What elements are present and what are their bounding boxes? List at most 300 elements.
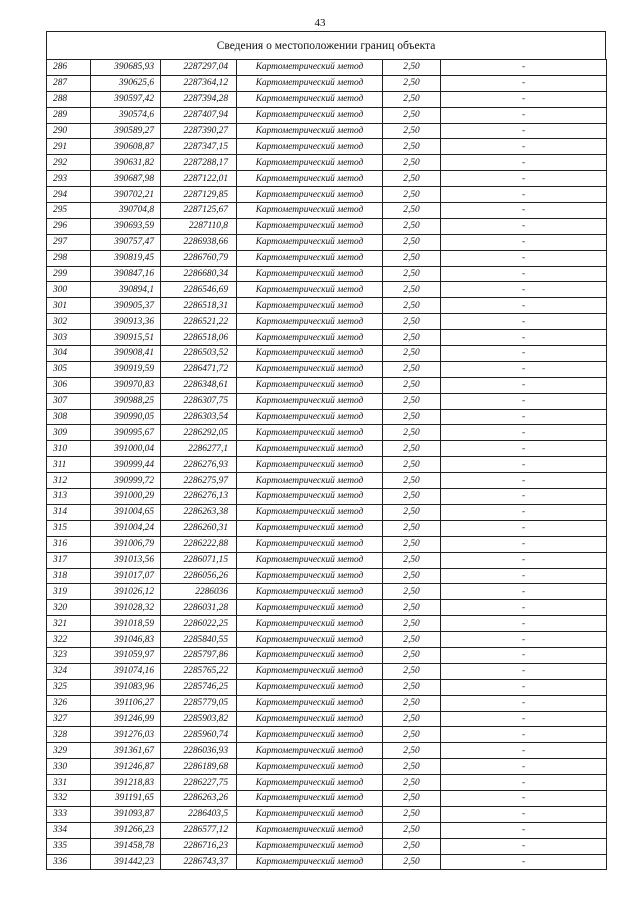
coordinate-y-cell: 2285840,55 [161, 632, 237, 648]
table-row [47, 473, 607, 489]
coordinate-x-cell: 391046,83 [91, 632, 161, 648]
determination-method-cell: Картометрический метод [237, 775, 383, 791]
coordinate-x-cell: 391074,16 [91, 663, 161, 679]
description-cell: - [441, 155, 607, 171]
accuracy-cell: 2,50 [383, 171, 441, 187]
description-cell: - [441, 663, 607, 679]
coordinate-x-cell: 390999,72 [91, 473, 161, 489]
table-row [47, 552, 607, 568]
determination-method-cell: Картометрический метод [237, 489, 383, 505]
coordinate-y-cell: 2286031,28 [161, 600, 237, 616]
determination-method-cell: Картометрический метод [237, 123, 383, 139]
coordinate-y-cell: 2286938,66 [161, 234, 237, 250]
description-cell: - [441, 536, 607, 552]
determination-method-cell: Картометрический метод [237, 806, 383, 822]
description-cell: - [441, 107, 607, 123]
coordinate-x-cell: 391191,65 [91, 790, 161, 806]
coordinate-y-cell: 2286521,22 [161, 314, 237, 330]
point-number-cell: 314 [47, 504, 91, 520]
table-row [47, 298, 607, 314]
accuracy-cell: 2,50 [383, 314, 441, 330]
table-row [47, 441, 607, 457]
point-number-cell: 330 [47, 759, 91, 775]
coordinate-x-cell: 390908,41 [91, 346, 161, 362]
point-number-cell: 295 [47, 203, 91, 219]
accuracy-cell: 2,50 [383, 441, 441, 457]
table-row [47, 187, 607, 203]
accuracy-cell: 2,50 [383, 663, 441, 679]
accuracy-cell: 2,50 [383, 123, 441, 139]
description-cell: - [441, 234, 607, 250]
accuracy-cell: 2,50 [383, 203, 441, 219]
table-row [47, 663, 607, 679]
accuracy-cell: 2,50 [383, 838, 441, 854]
table-row [47, 409, 607, 425]
determination-method-cell: Картометрический метод [237, 647, 383, 663]
coordinate-x-cell: 391018,59 [91, 616, 161, 632]
coordinate-x-cell: 391276,03 [91, 727, 161, 743]
coordinate-y-cell: 2286577,12 [161, 822, 237, 838]
table-row [47, 775, 607, 791]
point-number-cell: 307 [47, 393, 91, 409]
table-row [47, 250, 607, 266]
point-number-cell: 291 [47, 139, 91, 155]
coordinate-y-cell: 2286292,05 [161, 425, 237, 441]
coordinate-y-cell: 2286348,61 [161, 377, 237, 393]
accuracy-cell: 2,50 [383, 489, 441, 505]
accuracy-cell: 2,50 [383, 250, 441, 266]
coordinate-x-cell: 390757,47 [91, 234, 161, 250]
description-cell: - [441, 60, 607, 76]
table-row [47, 75, 607, 91]
description-cell: - [441, 123, 607, 139]
point-number-cell: 296 [47, 218, 91, 234]
table-row [47, 171, 607, 187]
accuracy-cell: 2,50 [383, 75, 441, 91]
description-cell: - [441, 727, 607, 743]
point-number-cell: 313 [47, 489, 91, 505]
description-cell: - [441, 711, 607, 727]
description-cell: - [441, 250, 607, 266]
table-row [47, 203, 607, 219]
accuracy-cell: 2,50 [383, 457, 441, 473]
coordinate-y-cell: 2286022,25 [161, 616, 237, 632]
coordinate-x-cell: 391028,32 [91, 600, 161, 616]
determination-method-cell: Картометрический метод [237, 584, 383, 600]
coordinate-x-cell: 391458,78 [91, 838, 161, 854]
description-cell: - [441, 616, 607, 632]
point-number-cell: 331 [47, 775, 91, 791]
description-cell: - [441, 377, 607, 393]
coordinate-y-cell: 2286760,79 [161, 250, 237, 266]
point-number-cell: 327 [47, 711, 91, 727]
accuracy-cell: 2,50 [383, 806, 441, 822]
table-row [47, 266, 607, 282]
point-number-cell: 311 [47, 457, 91, 473]
coordinate-x-cell: 390597,42 [91, 91, 161, 107]
coordinate-x-cell: 390905,37 [91, 298, 161, 314]
description-cell: - [441, 298, 607, 314]
description-cell: - [441, 425, 607, 441]
point-number-cell: 332 [47, 790, 91, 806]
coordinate-x-cell: 391006,79 [91, 536, 161, 552]
coordinate-y-cell: 2287394,28 [161, 91, 237, 107]
table-row [47, 568, 607, 584]
determination-method-cell: Картометрический метод [237, 330, 383, 346]
coordinate-y-cell: 2286036 [161, 584, 237, 600]
accuracy-cell: 2,50 [383, 568, 441, 584]
description-cell: - [441, 171, 607, 187]
accuracy-cell: 2,50 [383, 711, 441, 727]
description-cell: - [441, 473, 607, 489]
table-row [47, 457, 607, 473]
table-row [47, 536, 607, 552]
determination-method-cell: Картометрический метод [237, 441, 383, 457]
determination-method-cell: Картометрический метод [237, 377, 383, 393]
determination-method-cell: Картометрический метод [237, 60, 383, 76]
coordinate-x-cell: 391004,24 [91, 520, 161, 536]
coordinate-y-cell: 2286680,34 [161, 266, 237, 282]
accuracy-cell: 2,50 [383, 91, 441, 107]
point-number-cell: 321 [47, 616, 91, 632]
coordinate-y-cell: 2287125,67 [161, 203, 237, 219]
determination-method-cell: Картометрический метод [237, 187, 383, 203]
description-cell: - [441, 218, 607, 234]
coordinate-y-cell: 2286277,1 [161, 441, 237, 457]
description-cell: - [441, 203, 607, 219]
coordinate-y-cell: 2286222,88 [161, 536, 237, 552]
determination-method-cell: Картометрический метод [237, 632, 383, 648]
coordinate-y-cell: 2286276,93 [161, 457, 237, 473]
accuracy-cell: 2,50 [383, 790, 441, 806]
accuracy-cell: 2,50 [383, 473, 441, 489]
table-row [47, 520, 607, 536]
determination-method-cell: Картометрический метод [237, 616, 383, 632]
coordinates-table [46, 59, 607, 870]
accuracy-cell: 2,50 [383, 409, 441, 425]
point-number-cell: 319 [47, 584, 91, 600]
description-cell: - [441, 330, 607, 346]
table-row [47, 727, 607, 743]
point-number-cell: 305 [47, 361, 91, 377]
coordinate-x-cell: 391026,12 [91, 584, 161, 600]
table-row [47, 314, 607, 330]
determination-method-cell: Картометрический метод [237, 822, 383, 838]
coordinate-y-cell: 2285797,86 [161, 647, 237, 663]
point-number-cell: 301 [47, 298, 91, 314]
point-number-cell: 290 [47, 123, 91, 139]
point-number-cell: 304 [47, 346, 91, 362]
coordinate-y-cell: 2286518,06 [161, 330, 237, 346]
description-cell: - [441, 600, 607, 616]
point-number-cell: 297 [47, 234, 91, 250]
description-cell: - [441, 695, 607, 711]
table-row [47, 838, 607, 854]
determination-method-cell: Картометрический метод [237, 536, 383, 552]
coordinate-x-cell: 391083,96 [91, 679, 161, 695]
accuracy-cell: 2,50 [383, 425, 441, 441]
description-cell: - [441, 504, 607, 520]
determination-method-cell: Картометрический метод [237, 568, 383, 584]
determination-method-cell: Картометрический метод [237, 91, 383, 107]
point-number-cell: 308 [47, 409, 91, 425]
point-number-cell: 293 [47, 171, 91, 187]
determination-method-cell: Картометрический метод [237, 266, 383, 282]
point-number-cell: 310 [47, 441, 91, 457]
table-row [47, 790, 607, 806]
coordinate-x-cell: 390589,27 [91, 123, 161, 139]
coordinate-y-cell: 2286260,31 [161, 520, 237, 536]
point-number-cell: 318 [47, 568, 91, 584]
determination-method-cell: Картометрический метод [237, 393, 383, 409]
table-row [47, 600, 607, 616]
point-number-cell: 333 [47, 806, 91, 822]
description-cell: - [441, 854, 607, 870]
coordinate-y-cell: 2286056,26 [161, 568, 237, 584]
determination-method-cell: Картометрический метод [237, 457, 383, 473]
table-row [47, 361, 607, 377]
boundary-info-sheet [46, 31, 606, 870]
coordinate-x-cell: 390970,83 [91, 377, 161, 393]
accuracy-cell: 2,50 [383, 107, 441, 123]
accuracy-cell: 2,50 [383, 759, 441, 775]
accuracy-cell: 2,50 [383, 536, 441, 552]
accuracy-cell: 2,50 [383, 361, 441, 377]
accuracy-cell: 2,50 [383, 330, 441, 346]
determination-method-cell: Картометрический метод [237, 234, 383, 250]
table-row [47, 806, 607, 822]
point-number-cell: 329 [47, 743, 91, 759]
description-cell: - [441, 552, 607, 568]
table-row [47, 91, 607, 107]
description-cell: - [441, 361, 607, 377]
accuracy-cell: 2,50 [383, 679, 441, 695]
coordinate-y-cell: 2286189,68 [161, 759, 237, 775]
coordinate-x-cell: 390693,59 [91, 218, 161, 234]
determination-method-cell: Картометрический метод [237, 250, 383, 266]
description-cell: - [441, 759, 607, 775]
point-number-cell: 288 [47, 91, 91, 107]
point-number-cell: 325 [47, 679, 91, 695]
determination-method-cell: Картометрический метод [237, 155, 383, 171]
accuracy-cell: 2,50 [383, 632, 441, 648]
table-row [47, 425, 607, 441]
table-row [47, 282, 607, 298]
table-row [47, 743, 607, 759]
description-cell: - [441, 647, 607, 663]
coordinate-x-cell: 390915,51 [91, 330, 161, 346]
description-cell: - [441, 457, 607, 473]
point-number-cell: 289 [47, 107, 91, 123]
determination-method-cell: Картометрический метод [237, 695, 383, 711]
accuracy-cell: 2,50 [383, 187, 441, 203]
coordinate-x-cell: 390919,59 [91, 361, 161, 377]
description-cell: - [441, 790, 607, 806]
point-number-cell: 334 [47, 822, 91, 838]
point-number-cell: 328 [47, 727, 91, 743]
determination-method-cell: Картометрический метод [237, 663, 383, 679]
point-number-cell: 309 [47, 425, 91, 441]
determination-method-cell: Картометрический метод [237, 282, 383, 298]
coordinate-y-cell: 2286471,72 [161, 361, 237, 377]
coordinate-y-cell: 2286227,75 [161, 775, 237, 791]
table-row [47, 330, 607, 346]
accuracy-cell: 2,50 [383, 727, 441, 743]
determination-method-cell: Картометрический метод [237, 75, 383, 91]
coordinate-y-cell: 2286303,54 [161, 409, 237, 425]
coordinate-x-cell: 390988,25 [91, 393, 161, 409]
determination-method-cell: Картометрический метод [237, 314, 383, 330]
point-number-cell: 326 [47, 695, 91, 711]
point-number-cell: 303 [47, 330, 91, 346]
coordinate-x-cell: 391361,67 [91, 743, 161, 759]
determination-method-cell: Картометрический метод [237, 107, 383, 123]
coordinate-x-cell: 391017,07 [91, 568, 161, 584]
determination-method-cell: Картометрический метод [237, 552, 383, 568]
accuracy-cell: 2,50 [383, 377, 441, 393]
coordinate-x-cell: 390574,6 [91, 107, 161, 123]
accuracy-cell: 2,50 [383, 346, 441, 362]
description-cell: - [441, 75, 607, 91]
point-number-cell: 312 [47, 473, 91, 489]
determination-method-cell: Картометрический метод [237, 520, 383, 536]
coordinate-x-cell: 391442,23 [91, 854, 161, 870]
determination-method-cell: Картометрический метод [237, 679, 383, 695]
coordinate-y-cell: 2286036,93 [161, 743, 237, 759]
table-row [47, 632, 607, 648]
table-row [47, 489, 607, 505]
accuracy-cell: 2,50 [383, 234, 441, 250]
coordinate-x-cell: 391000,04 [91, 441, 161, 457]
determination-method-cell: Картометрический метод [237, 139, 383, 155]
determination-method-cell: Картометрический метод [237, 425, 383, 441]
point-number-cell: 299 [47, 266, 91, 282]
table-row [47, 377, 607, 393]
description-cell: - [441, 838, 607, 854]
coordinate-x-cell: 391266,23 [91, 822, 161, 838]
description-cell: - [441, 775, 607, 791]
coordinate-x-cell: 391059,97 [91, 647, 161, 663]
description-cell: - [441, 187, 607, 203]
table-row [47, 234, 607, 250]
coordinate-x-cell: 390819,45 [91, 250, 161, 266]
table-row [47, 123, 607, 139]
determination-method-cell: Картометрический метод [237, 346, 383, 362]
accuracy-cell: 2,50 [383, 60, 441, 76]
description-cell: - [441, 346, 607, 362]
determination-method-cell: Картометрический метод [237, 600, 383, 616]
point-number-cell: 292 [47, 155, 91, 171]
point-number-cell: 298 [47, 250, 91, 266]
coordinate-x-cell: 391004,65 [91, 504, 161, 520]
determination-method-cell: Картометрический метод [237, 473, 383, 489]
coordinate-y-cell: 2286743,37 [161, 854, 237, 870]
accuracy-cell: 2,50 [383, 616, 441, 632]
determination-method-cell: Картометрический метод [237, 409, 383, 425]
point-number-cell: 323 [47, 647, 91, 663]
determination-method-cell: Картометрический метод [237, 759, 383, 775]
page-number: 43 [314, 17, 326, 29]
accuracy-cell: 2,50 [383, 854, 441, 870]
accuracy-cell: 2,50 [383, 695, 441, 711]
accuracy-cell: 2,50 [383, 552, 441, 568]
table-row [47, 679, 607, 695]
description-cell: - [441, 806, 607, 822]
accuracy-cell: 2,50 [383, 775, 441, 791]
coordinate-y-cell: 2286503,52 [161, 346, 237, 362]
accuracy-cell: 2,50 [383, 155, 441, 171]
point-number-cell: 324 [47, 663, 91, 679]
table-row [47, 616, 607, 632]
accuracy-cell: 2,50 [383, 584, 441, 600]
accuracy-cell: 2,50 [383, 743, 441, 759]
determination-method-cell: Картометрический метод [237, 790, 383, 806]
coordinate-y-cell: 2285903,82 [161, 711, 237, 727]
table-row [47, 393, 607, 409]
determination-method-cell: Картометрический метод [237, 171, 383, 187]
table-row [47, 822, 607, 838]
point-number-cell: 287 [47, 75, 91, 91]
description-cell: - [441, 139, 607, 155]
coordinate-y-cell: 2287407,94 [161, 107, 237, 123]
determination-method-cell: Картометрический метод [237, 838, 383, 854]
coordinate-x-cell: 391218,83 [91, 775, 161, 791]
table-row [47, 60, 607, 76]
description-cell: - [441, 822, 607, 838]
coordinate-x-cell: 390995,67 [91, 425, 161, 441]
point-number-cell: 294 [47, 187, 91, 203]
coordinate-x-cell: 390687,98 [91, 171, 161, 187]
coordinate-x-cell: 391093,87 [91, 806, 161, 822]
coordinate-x-cell: 391246,87 [91, 759, 161, 775]
description-cell: - [441, 393, 607, 409]
description-cell: - [441, 441, 607, 457]
table-row [47, 346, 607, 362]
coordinate-x-cell: 391246,99 [91, 711, 161, 727]
coordinate-x-cell: 390631,82 [91, 155, 161, 171]
coordinate-y-cell: 2286275,97 [161, 473, 237, 489]
coordinate-x-cell: 390704,8 [91, 203, 161, 219]
accuracy-cell: 2,50 [383, 600, 441, 616]
description-cell: - [441, 568, 607, 584]
determination-method-cell: Картометрический метод [237, 854, 383, 870]
coordinate-y-cell: 2287297,04 [161, 60, 237, 76]
accuracy-cell: 2,50 [383, 218, 441, 234]
coordinate-y-cell: 2286276,13 [161, 489, 237, 505]
coordinate-x-cell: 390894,1 [91, 282, 161, 298]
coordinate-y-cell: 2286403,5 [161, 806, 237, 822]
point-number-cell: 300 [47, 282, 91, 298]
point-number-cell: 315 [47, 520, 91, 536]
coordinate-y-cell: 2285765,22 [161, 663, 237, 679]
determination-method-cell: Картометрический метод [237, 218, 383, 234]
point-number-cell: 322 [47, 632, 91, 648]
table-row [47, 759, 607, 775]
coordinate-y-cell: 2287347,15 [161, 139, 237, 155]
coordinate-y-cell: 2287288,17 [161, 155, 237, 171]
description-cell: - [441, 743, 607, 759]
determination-method-cell: Картометрический метод [237, 298, 383, 314]
coordinate-x-cell: 391000,29 [91, 489, 161, 505]
point-number-cell: 306 [47, 377, 91, 393]
table-row [47, 647, 607, 663]
coordinate-x-cell: 390608,87 [91, 139, 161, 155]
determination-method-cell: Картометрический метод [237, 727, 383, 743]
table-row [47, 504, 607, 520]
coordinates-table-body [47, 60, 607, 870]
accuracy-cell: 2,50 [383, 520, 441, 536]
point-number-cell: 286 [47, 60, 91, 76]
